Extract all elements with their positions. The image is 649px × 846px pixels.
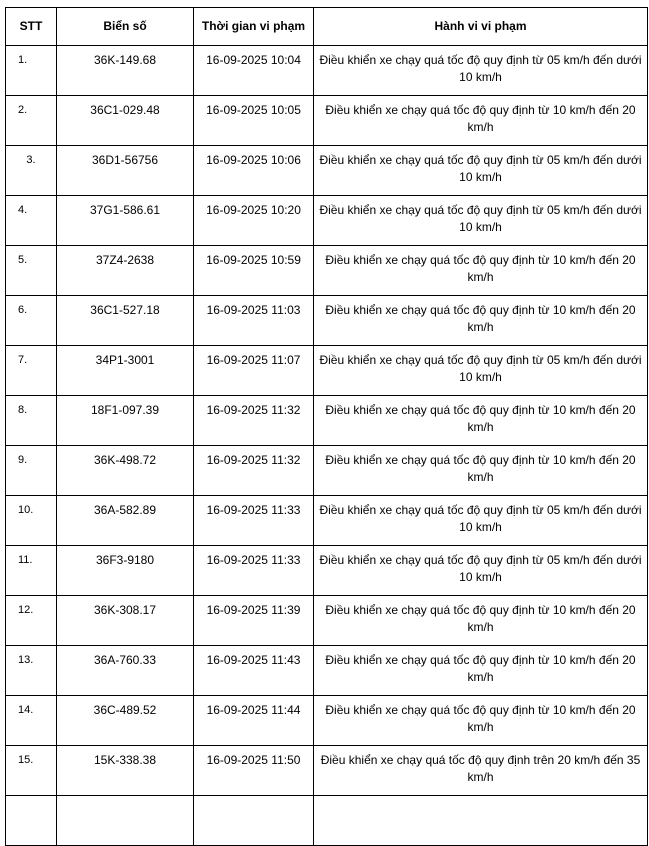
row-violation: Điều khiển xe chạy quá tốc độ quy định trên 20 km/h đến 35 km/h xyxy=(314,746,648,796)
row-violation: Điều khiển xe chạy quá tốc độ quy định từ 10 km/h đến 20 km/h xyxy=(314,296,648,346)
row-stt: 10. xyxy=(6,496,57,546)
row-violation: Điều khiển xe chạy quá tốc độ quy định từ 05 km/h đến dưới 10 km/h xyxy=(314,496,648,546)
row-violation: Điều khiển xe chạy quá tốc độ quy định từ 10 km/h đến 20 km/h xyxy=(314,396,648,446)
table-row xyxy=(6,96,648,146)
row-stt: 12. xyxy=(6,596,57,646)
row-stt xyxy=(6,796,57,846)
row-stt: 9. xyxy=(6,446,57,496)
row-violation: Điều khiển xe chạy quá tốc độ quy định từ 10 km/h đến 20 km/h xyxy=(314,596,648,646)
row-plate: 36F3-9180 xyxy=(57,546,194,596)
row-time: 16-09-2025 11:50 xyxy=(194,746,314,796)
table-row xyxy=(6,446,648,496)
row-time: 16-09-2025 10:59 xyxy=(194,246,314,296)
row-violation: Điều khiển xe chạy quá tốc độ quy định từ 05 km/h đến dưới 10 km/h xyxy=(314,146,648,196)
row-time: 16-09-2025 10:20 xyxy=(194,196,314,246)
row-stt: 14. xyxy=(6,696,57,746)
table-row xyxy=(6,596,648,646)
row-stt: 11. xyxy=(6,546,57,596)
table-row xyxy=(6,746,648,796)
row-time: 16-09-2025 11:44 xyxy=(194,696,314,746)
row-plate: 36A-582.89 xyxy=(57,496,194,546)
row-plate: 36A-760.33 xyxy=(57,646,194,696)
row-stt: 3. xyxy=(6,146,57,196)
table-row xyxy=(6,696,648,746)
row-plate xyxy=(57,796,194,846)
table-body xyxy=(6,46,648,846)
row-time: 16-09-2025 11:07 xyxy=(194,346,314,396)
table-row xyxy=(6,396,648,446)
row-stt: 2. xyxy=(6,96,57,146)
table-row xyxy=(6,196,648,246)
table-row xyxy=(6,146,648,196)
header-plate: Biển số xyxy=(57,8,194,46)
row-plate: 34P1-3001 xyxy=(57,346,194,396)
row-stt: 15. xyxy=(6,746,57,796)
row-plate: 36C-489.52 xyxy=(57,696,194,746)
row-violation: Điều khiển xe chạy quá tốc độ quy định từ 10 km/h đến 20 km/h xyxy=(314,646,648,696)
row-stt: 1. xyxy=(6,46,57,96)
row-stt: 13. xyxy=(6,646,57,696)
row-violation: Điều khiển xe chạy quá tốc độ quy định từ 10 km/h đến 20 km/h xyxy=(314,446,648,496)
row-violation: Điều khiển xe chạy quá tốc độ quy định từ 05 km/h đến dưới 10 km/h xyxy=(314,546,648,596)
header-time: Thời gian vi phạm xyxy=(194,8,314,46)
row-time xyxy=(194,796,314,846)
table-row-partial xyxy=(6,796,648,846)
row-plate: 36K-498.72 xyxy=(57,446,194,496)
row-plate: 18F1-097.39 xyxy=(57,396,194,446)
violations-table xyxy=(5,7,648,846)
header-row xyxy=(6,8,648,46)
row-time: 16-09-2025 11:43 xyxy=(194,646,314,696)
table-row xyxy=(6,346,648,396)
row-plate: 36K-149.68 xyxy=(57,46,194,96)
row-stt: 8. xyxy=(6,396,57,446)
row-violation: Điều khiển xe chạy quá tốc độ quy định từ 10 km/h đến 20 km/h xyxy=(314,246,648,296)
row-plate: 36K-308.17 xyxy=(57,596,194,646)
row-time: 16-09-2025 11:39 xyxy=(194,596,314,646)
row-stt: 4. xyxy=(6,196,57,246)
row-violation: Điều khiển xe chạy quá tốc độ quy định từ 10 km/h đến 20 km/h xyxy=(314,696,648,746)
table-header xyxy=(6,8,648,46)
table-row xyxy=(6,546,648,596)
row-violation: Điều khiển xe chạy quá tốc độ quy định từ 10 km/h đến 20 km/h xyxy=(314,96,648,146)
row-stt: 6. xyxy=(6,296,57,346)
row-plate: 36C1-527.18 xyxy=(57,296,194,346)
table-row xyxy=(6,646,648,696)
row-violation xyxy=(314,796,648,846)
row-time: 16-09-2025 10:05 xyxy=(194,96,314,146)
row-violation: Điều khiển xe chạy quá tốc độ quy định từ 05 km/h đến dưới 10 km/h xyxy=(314,346,648,396)
row-time: 16-09-2025 11:33 xyxy=(194,496,314,546)
row-plate: 36C1-029.48 xyxy=(57,96,194,146)
row-plate: 15K-338.38 xyxy=(57,746,194,796)
row-time: 16-09-2025 11:33 xyxy=(194,546,314,596)
row-time: 16-09-2025 10:04 xyxy=(194,46,314,96)
row-time: 16-09-2025 11:32 xyxy=(194,446,314,496)
header-violation: Hành vi vi phạm xyxy=(314,8,648,46)
row-stt: 7. xyxy=(6,346,57,396)
table-row xyxy=(6,246,648,296)
row-time: 16-09-2025 10:06 xyxy=(194,146,314,196)
table-row xyxy=(6,296,648,346)
row-plate: 36D1-56756 xyxy=(57,146,194,196)
row-stt: 5. xyxy=(6,246,57,296)
row-time: 16-09-2025 11:03 xyxy=(194,296,314,346)
table-row xyxy=(6,496,648,546)
table-row xyxy=(6,46,648,96)
row-plate: 37Z4-2638 xyxy=(57,246,194,296)
header-stt: STT xyxy=(6,8,57,46)
row-plate: 37G1-586.61 xyxy=(57,196,194,246)
row-violation: Điều khiển xe chạy quá tốc độ quy định từ 05 km/h đến dưới 10 km/h xyxy=(314,196,648,246)
row-violation: Điều khiển xe chạy quá tốc độ quy định từ 05 km/h đến dưới 10 km/h xyxy=(314,46,648,96)
row-time: 16-09-2025 11:32 xyxy=(194,396,314,446)
